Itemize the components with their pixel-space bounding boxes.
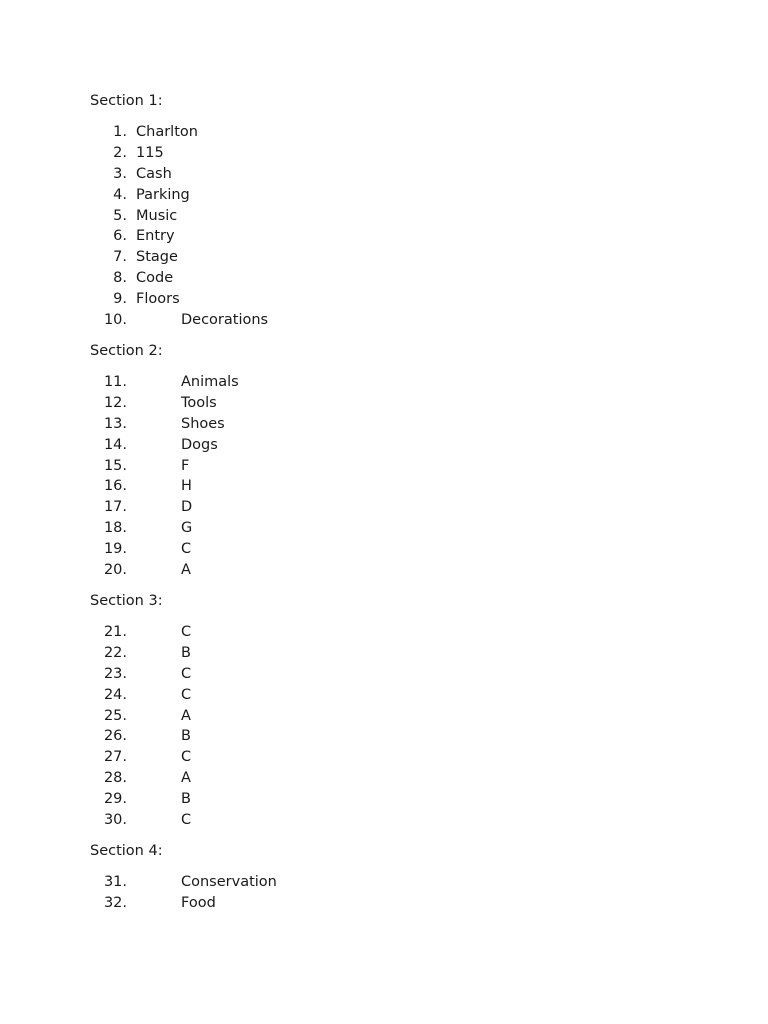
item-answer: C	[181, 811, 192, 828]
item-number: 28.	[103, 769, 127, 786]
list-item	[90, 664, 690, 685]
item-answer: B	[181, 645, 191, 662]
item-number: 23.	[103, 665, 127, 682]
item-number: 26.	[103, 728, 127, 745]
list-item	[90, 622, 690, 643]
list-item	[90, 289, 690, 310]
item-number: 27.	[103, 749, 127, 766]
answer-list	[90, 622, 690, 830]
list-item	[90, 747, 690, 768]
item-number: 19.	[103, 540, 127, 557]
item-number: 14.	[103, 436, 127, 453]
section-heading: Section 2:	[90, 342, 163, 359]
item-number: 32.	[103, 895, 127, 912]
item-answer: B	[181, 790, 191, 807]
item-answer: A	[181, 769, 191, 786]
list-item	[90, 372, 690, 393]
item-answer: C	[181, 540, 192, 557]
item-number: 10.	[103, 311, 127, 328]
item-number: 30.	[103, 811, 127, 828]
item-answer: Music	[136, 207, 178, 224]
list-item	[90, 497, 690, 518]
item-number: 29.	[103, 790, 127, 807]
item-number: 13.	[103, 416, 127, 433]
item-number: 24.	[103, 686, 127, 703]
answer-list	[90, 872, 690, 914]
item-answer: Entry	[136, 228, 175, 245]
item-number: 1.	[113, 124, 127, 141]
item-answer: Conservation	[181, 874, 277, 891]
list-item	[90, 435, 690, 456]
section-heading: Section 3:	[90, 592, 163, 609]
item-answer: G	[181, 520, 193, 537]
item-answer: Dogs	[181, 436, 218, 453]
answer-list	[90, 372, 690, 580]
item-answer: C	[181, 624, 192, 641]
item-number: 2.	[113, 145, 127, 162]
list-item	[90, 393, 690, 414]
section-heading: Section 1:	[90, 93, 163, 109]
list-item	[90, 456, 690, 477]
list-item	[90, 247, 690, 268]
list-item	[90, 560, 690, 581]
item-number: 17.	[103, 499, 127, 516]
list-item	[90, 476, 690, 497]
item-number: 8.	[113, 270, 127, 287]
item-number: 18.	[103, 520, 127, 537]
item-number: 5.	[113, 207, 127, 224]
item-answer: Floors	[136, 290, 180, 307]
list-item	[90, 310, 690, 331]
list-item	[90, 706, 690, 727]
item-answer: C	[181, 665, 192, 682]
list-item	[90, 893, 690, 914]
item-number: 16.	[103, 478, 127, 495]
item-answer: Decorations	[181, 311, 269, 328]
list-item	[90, 643, 690, 664]
item-answer: Charlton	[136, 124, 198, 141]
item-number: 3.	[113, 166, 127, 183]
item-answer: 115	[136, 145, 164, 162]
item-answer: D	[181, 499, 193, 516]
list-item	[90, 185, 690, 206]
item-number: 6.	[113, 228, 127, 245]
list-item	[90, 226, 690, 247]
list-item	[90, 268, 690, 289]
item-answer: C	[181, 749, 192, 766]
item-answer: Tools	[181, 395, 217, 412]
item-number: 7.	[113, 249, 127, 266]
item-answer: F	[181, 457, 190, 474]
answer-list	[90, 122, 690, 330]
item-number: 20.	[103, 561, 127, 578]
item-answer: Code	[136, 270, 174, 287]
list-item	[90, 122, 690, 143]
list-item	[90, 414, 690, 435]
item-answer: Animals	[181, 374, 239, 391]
list-item	[90, 685, 690, 706]
section-heading: Section 4:	[90, 842, 163, 859]
item-answer: Food	[181, 895, 216, 912]
item-answer: Parking	[136, 186, 190, 203]
item-answer: B	[181, 728, 191, 745]
list-item	[90, 164, 690, 185]
item-number: 21.	[103, 624, 127, 641]
item-answer: C	[181, 686, 192, 703]
list-item	[90, 539, 690, 560]
item-answer: A	[181, 561, 191, 578]
item-number: 11.	[103, 374, 127, 391]
item-number: 9.	[113, 290, 127, 307]
item-number: 4.	[113, 186, 127, 203]
list-item	[90, 206, 690, 227]
item-number: 15.	[103, 457, 127, 474]
list-item	[90, 143, 690, 164]
item-number: 25.	[103, 707, 127, 724]
list-item	[90, 789, 690, 810]
item-number: 12.	[103, 395, 127, 412]
item-answer: A	[181, 707, 191, 724]
list-item	[90, 872, 690, 893]
item-number: 31.	[103, 874, 127, 891]
item-answer: H	[181, 478, 192, 495]
answer-key	[90, 91, 690, 924]
list-item	[90, 768, 690, 789]
list-item	[90, 726, 690, 747]
item-number: 22.	[103, 645, 127, 662]
item-answer: Stage	[136, 249, 178, 266]
item-answer: Shoes	[181, 416, 225, 433]
item-answer: Cash	[136, 166, 172, 183]
list-item	[90, 518, 690, 539]
list-item	[90, 810, 690, 831]
